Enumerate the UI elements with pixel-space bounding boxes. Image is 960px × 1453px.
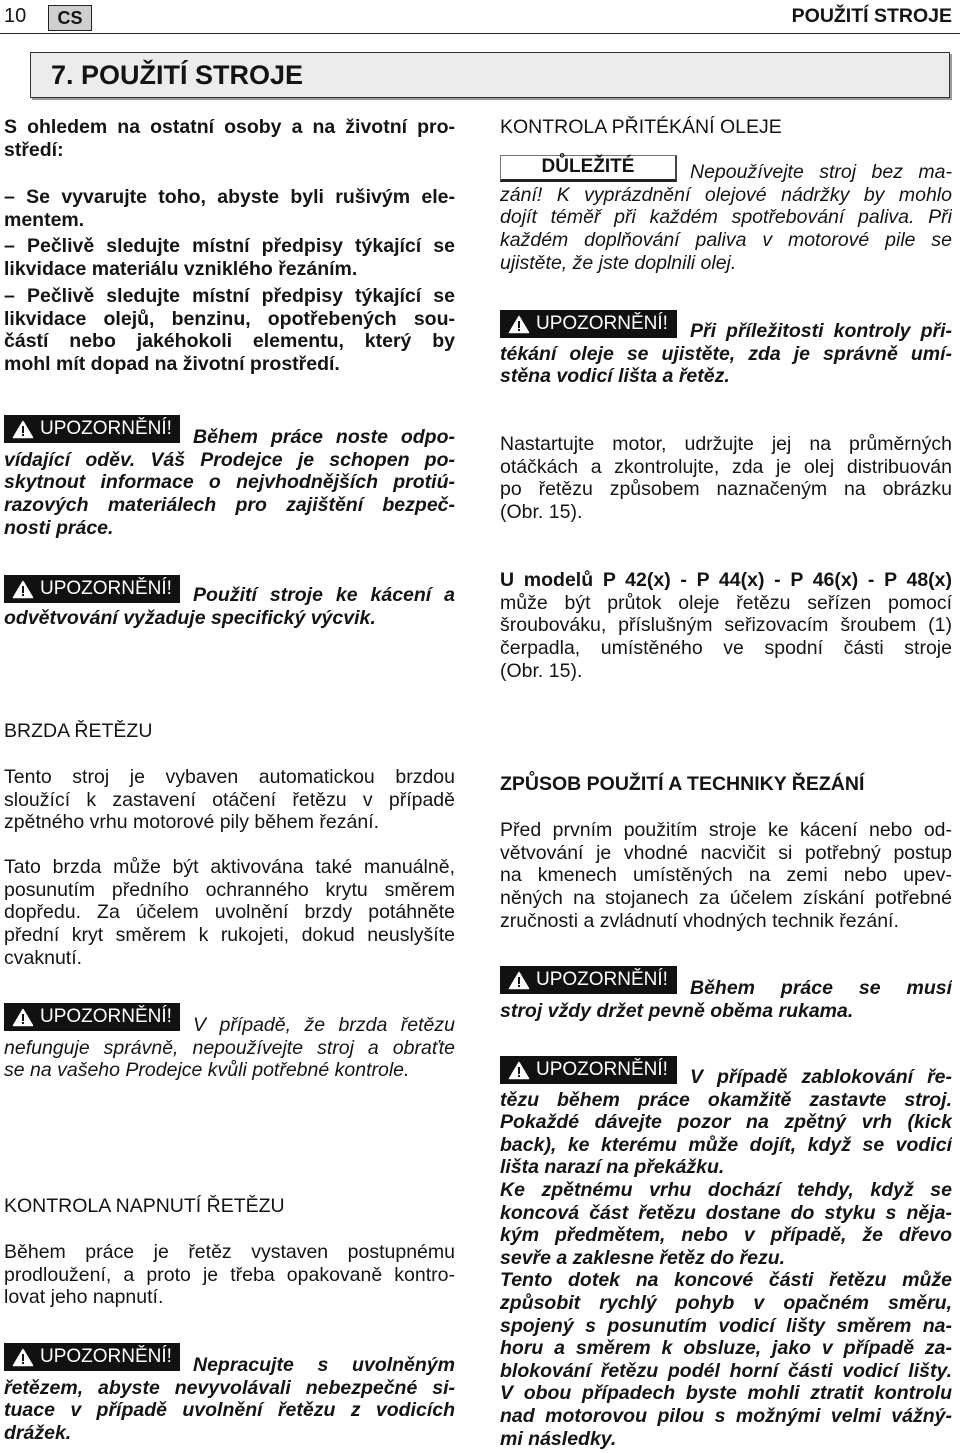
text-line: Ke zpětnému vrhu dochází tehdy, když se <box>500 1178 952 1201</box>
text-line: likvidace materiálu vzniklého řezáním. <box>4 257 358 280</box>
important-oil-text <box>500 161 952 274</box>
warning-brake-text <box>4 1014 455 1082</box>
text-line: V obou případech byste mohli ztratit kontrolu <box>500 1382 952 1405</box>
warning-badge-label: UPOZORNĚNÍ! <box>40 578 172 599</box>
chain-tension-paragraph <box>4 1241 455 1309</box>
text-line: vídající oděv. Váš Prodejce je schopen po- <box>4 448 455 471</box>
warning-training-text <box>4 584 455 629</box>
environment-intro <box>4 116 455 161</box>
text-line: větvování je vhodné nacvičit si potřebný postup <box>500 841 952 864</box>
environment-item-3 <box>4 285 455 376</box>
text-line: Během práce noste odpo- <box>193 426 455 448</box>
text-line: řetězem, abyste nevyvolávali nebezpečné si- <box>4 1376 455 1399</box>
text-line: S ohledem na ostatní osoby a na životní pro- <box>4 116 455 138</box>
chapter-title-box <box>30 52 950 98</box>
text-line: mentem. <box>4 208 85 231</box>
text-line: prodloužení, a proto je třeba opakovaně kontro- <box>4 1263 455 1286</box>
text-line: částí nebo jakéhokoli elementu, který by <box>4 330 455 353</box>
warning-oil-text <box>500 320 952 388</box>
text-line: Nepoužívejte stroj bez ma- <box>690 161 952 183</box>
text-line: (Obr. 15). <box>500 501 583 524</box>
text-line: ujistěte, že jste doplnili olej. <box>500 251 737 274</box>
section-heading-chain-brake: BRZDA ŘETĚZU <box>4 720 153 742</box>
text-line: lišta narazí na překážku. <box>500 1156 725 1179</box>
text-line: drážek. <box>4 1422 72 1445</box>
text-line: Nepracujte s uvolněným <box>193 1354 455 1376</box>
warning-badge-label: UPOZORNĚNÍ! <box>536 313 668 334</box>
text-line: cvaknutí. <box>4 946 83 969</box>
text-line: kým předmětem, nebo v případě, že dřevo <box>500 1224 952 1247</box>
text-line: čerpadla, umístěného ve spodní části stroje <box>500 637 952 660</box>
text-line: skytnout informace o nejvhodnějších protiú- <box>4 471 455 494</box>
text-line: Během práce je řetěz vystaven postupnému <box>4 1241 455 1263</box>
text-line: – Se vyvarujte toho, abyste byli rušivým ele- <box>4 186 455 208</box>
chain-brake-paragraph-1 <box>4 766 455 834</box>
text-line: šroubováku, příslušným seřizovacím šroubem (1) <box>500 614 952 637</box>
text-line: U modelů P 42(x) - P 44(x) - P 46(x) - P 48(x) <box>500 569 952 591</box>
text-line: (Obr. 15). <box>500 659 583 682</box>
text-line: na kmenech umístěných na zemi nebo upev- <box>500 864 952 887</box>
text-line: Během práce se musí <box>690 977 952 999</box>
important-badge-label: DŮLEŽITÉ <box>541 156 635 177</box>
text-line: spojený s posunutím vodicí lišty směrem na- <box>500 1314 952 1337</box>
text-line: zručnosti a zvládnutí vhodných technik řezání. <box>500 909 899 932</box>
text-line: dopředu. Za účelem uvolnění brzdy potáhněte <box>4 901 455 924</box>
language-badge: CS <box>48 5 92 31</box>
text-line: se na vašeho Prodejce kvůli potřebné kontrole. <box>4 1059 410 1082</box>
chain-brake-paragraph-2 <box>4 856 455 969</box>
text-line: sevře a zaklesne řetěz do řezu. <box>500 1246 786 1269</box>
text-line: nad motorovou pilou s možnými velmi vážný- <box>500 1404 952 1427</box>
text-line: likvidace olejů, benzinu, opotřebených sou- <box>4 307 455 330</box>
warning-badge-label: UPOZORNĚNÍ! <box>40 1006 172 1027</box>
text-line: otáčkách a zkontrolujte, zda je olej distribuován <box>500 455 952 478</box>
text-line: Použití stroje ke kácení a <box>193 584 455 606</box>
text-line: zpětného vrhu motorové pily během řezání. <box>4 811 380 834</box>
text-line: zání! K vyprázdnění olejové nádržky by mohlo <box>500 183 952 206</box>
chapter-title: 7. POUŽITÍ STROJE <box>51 60 304 90</box>
page-number: 10 <box>4 5 27 27</box>
text-line: Tento stroj je vybaven automatickou brzdou <box>4 766 455 788</box>
text-line: mohl mít dopad na životní prostředí. <box>4 353 340 376</box>
text-line: Tento dotek na koncové části řetězu může <box>500 1269 952 1292</box>
warning-badge-label: UPOZORNĚNÍ! <box>40 418 172 439</box>
text-line: tékání oleje se ujistěte, zda je správně umí- <box>500 342 952 365</box>
text-line: – Pečlivě sledujte místní předpisy týkající se <box>4 285 455 307</box>
environment-item-2 <box>4 235 455 280</box>
text-line: koncová část řetězu dostane do styku s něja- <box>500 1201 952 1224</box>
header-divider <box>0 33 960 34</box>
text-line: dojít téměř při každém spotřebování paliva. Při <box>500 206 952 229</box>
section-heading-oil-flow: KONTROLA PŘITÉKÁNÍ OLEJE <box>500 116 782 138</box>
text-line: mi následky. <box>500 1427 617 1450</box>
warning-clothing-text <box>4 426 455 539</box>
text-line: každém doplňování paliva v motorové pile se <box>500 229 952 252</box>
text-line: tuace v případě uvolnění řetězu z vodicích <box>4 1399 455 1422</box>
text-line: stroj vždy držet pevně oběma rukama. <box>500 999 854 1022</box>
text-line: blokování řetězu podél horní části vodicí lišty. <box>500 1359 952 1382</box>
text-line: po řetězu způsobem naznačeným na obrázku <box>500 478 952 501</box>
section-heading-chain-tension: KONTROLA NAPNUTÍ ŘETĚZU <box>4 1195 285 1217</box>
warning-tension-text <box>4 1354 455 1445</box>
warning-hands-text <box>500 977 952 1022</box>
warning-kickback-text <box>500 1066 952 1450</box>
text-line: Pokaždé dávejte pozor na zpětný vrh (kick <box>500 1111 952 1134</box>
text-line: Tato brzda může být aktivována také manuálně, <box>4 856 455 878</box>
text-line: V případě, že brzda řetězu <box>193 1014 455 1036</box>
text-line: způsobit rychlý pohyb v opačném směru, <box>500 1291 952 1314</box>
warning-badge-label: UPOZORNĚNÍ! <box>536 1059 668 1080</box>
text-line: nefunguje správně, nepoužívejte stroj a obraťte <box>4 1036 455 1059</box>
cutting-paragraph <box>500 819 952 932</box>
text-line: V případě zablokování ře- <box>690 1066 952 1088</box>
text-line: razových materiálech pro zajištění bezpeč- <box>4 494 455 517</box>
section-heading-cutting: ZPŮSOB POUŽITÍ A TECHNIKY ŘEZÁNÍ <box>500 773 865 795</box>
text-line: Při příležitosti kontroly při- <box>690 320 952 342</box>
text-line: nosti práce. <box>4 516 114 539</box>
text-line: back), ke kterému může dojít, když se vodicí <box>500 1133 952 1156</box>
text-line: posunutím předního ochranného krytu směrem <box>4 878 455 901</box>
text-line: sloužící k zastavení otáčení řetězu v případě <box>4 788 455 811</box>
oil-flow-paragraph-2 <box>500 569 952 682</box>
text-line: – Pečlivě sledujte místní předpisy týkající se <box>4 235 455 257</box>
text-line: horu a směrem k obsluze, jako v případě za- <box>500 1337 952 1360</box>
text-line: přední kryt směrem k rukojeti, dokud neuslyšíte <box>4 924 455 947</box>
text-line: Nastartujte motor, udržujte jej na průměrných <box>500 433 952 455</box>
text-line: Před prvním použitím stroje ke kácení nebo od- <box>500 819 952 841</box>
text-line: stěna vodicí lišta a řetěz. <box>500 365 730 388</box>
text-line: odvětvování vyžaduje specifický výcvik. <box>4 606 376 629</box>
text-line: středí: <box>4 138 64 161</box>
text-line: může být průtok oleje řetězu seřízen pomocí <box>500 591 952 614</box>
oil-flow-paragraph-1 <box>500 433 952 524</box>
warning-badge-label: UPOZORNĚNÍ! <box>40 1346 172 1367</box>
environment-item-1 <box>4 186 455 231</box>
text-line: lovat jeho napnutí. <box>4 1286 164 1309</box>
text-line: tězu během práce okamžitě zastavte stroj. <box>500 1088 952 1111</box>
text-line: něných na stojanech za účelem získání potřebné <box>500 887 952 910</box>
running-title: POUŽITÍ STROJE <box>791 5 952 27</box>
warning-badge-label: UPOZORNĚNÍ! <box>536 969 668 990</box>
